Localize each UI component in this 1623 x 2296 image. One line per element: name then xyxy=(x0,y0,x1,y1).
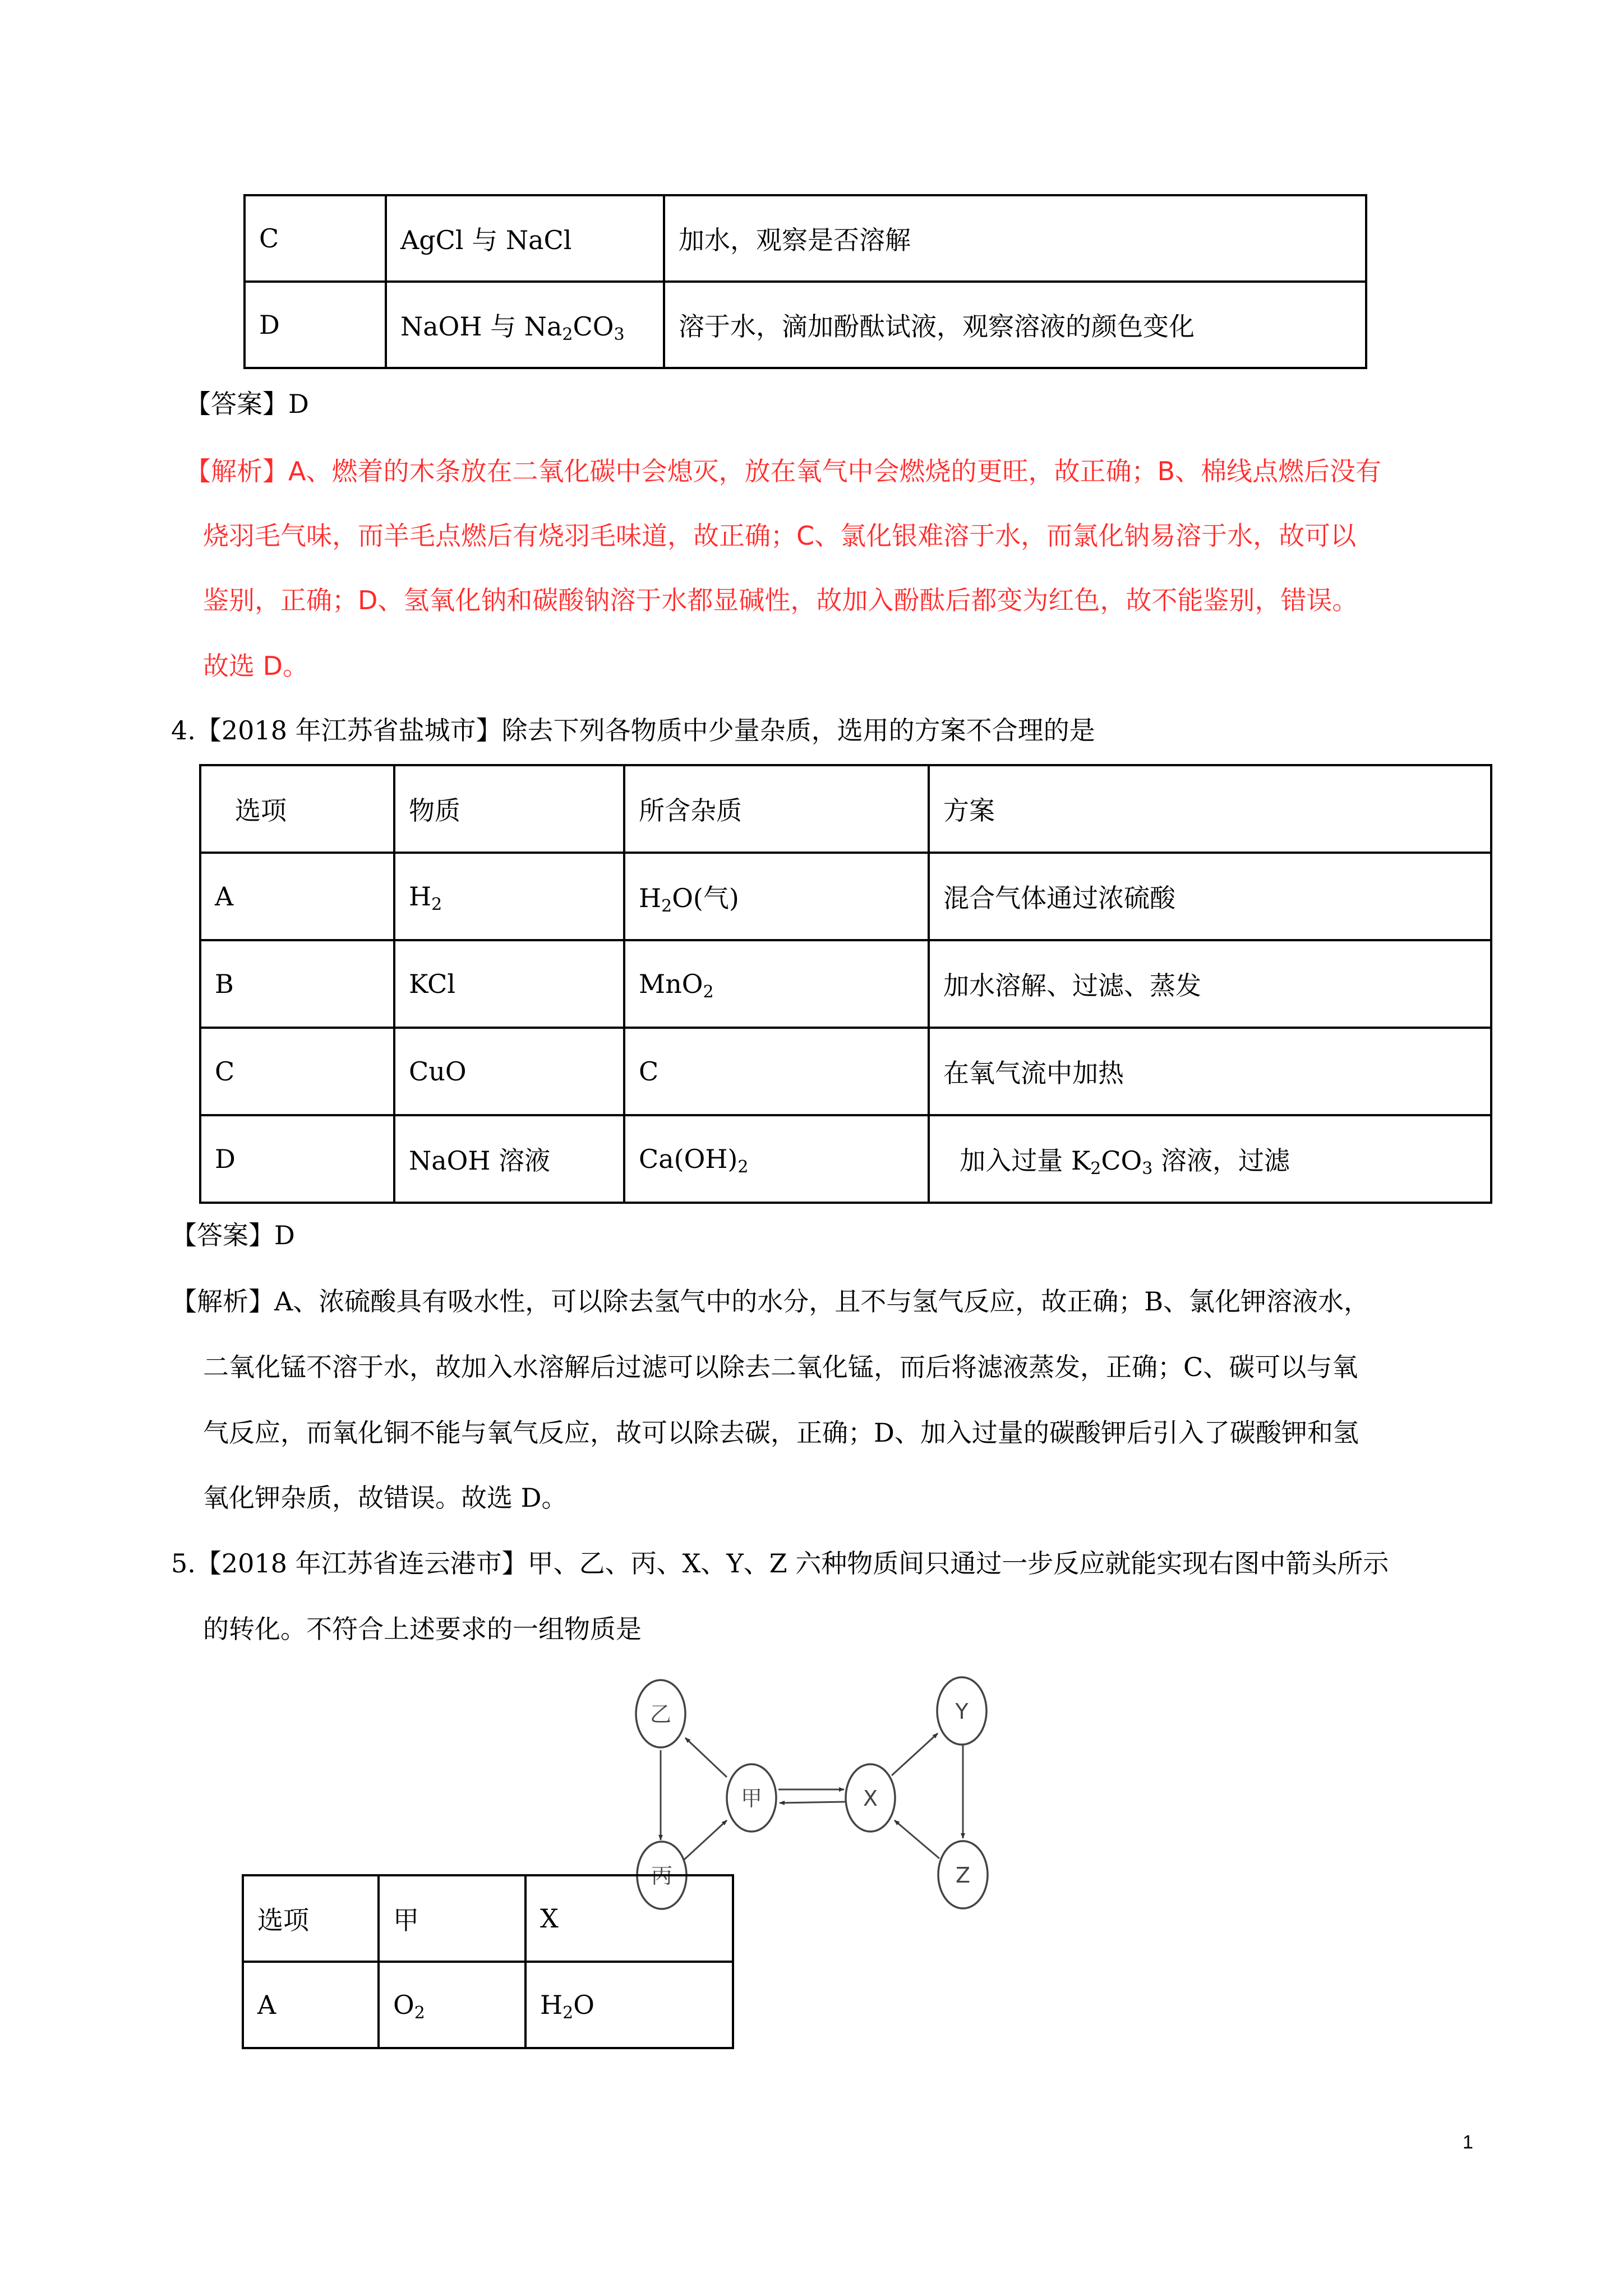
option-cell: B xyxy=(200,940,394,1028)
q3-analysis-line: 故选 D。 xyxy=(203,651,309,681)
arrow-bing-jia xyxy=(684,1820,727,1860)
method-cell: 加水，观察是否溶解 xyxy=(664,195,1366,282)
substance-cell: CuO xyxy=(394,1028,624,1115)
q3-answer: 【答案】D xyxy=(185,389,309,419)
method-cell: 加入过量 $K_2CO_3$ 溶液，过滤 xyxy=(929,1115,1491,1203)
q3-analysis-line: 鉴别，正确；D、氢氧化钠和碳酸钠溶于水都显碱性，故加入酚酞后都变为红色，故不能鉴别，错误。 xyxy=(203,585,1358,615)
header-jia: 甲 xyxy=(379,1875,525,1962)
option-cell: C xyxy=(245,195,386,282)
reaction-diagram xyxy=(617,1672,1009,1888)
table-header-row xyxy=(243,1875,733,1962)
option-cell: A xyxy=(200,853,394,940)
q4-table xyxy=(199,764,1492,1204)
node-label: 乙 xyxy=(649,1702,672,1727)
node-label: 甲 xyxy=(740,1786,763,1811)
table-row xyxy=(200,940,1491,1028)
node-label: 丙 xyxy=(651,1864,673,1888)
arrow-x-y xyxy=(892,1733,938,1775)
impurity-cell: C xyxy=(624,1028,929,1115)
table-row xyxy=(200,1028,1491,1115)
jia-cell: $O_2$ xyxy=(379,1962,525,2048)
option-cell: D xyxy=(245,282,386,368)
q3-analysis-line: 烧羽毛气味，而羊毛点燃后有烧羽毛味道，故正确；C、氯化银难溶于水，而氯化钠易溶于水，故可以 xyxy=(203,521,1357,551)
prev-question-table xyxy=(243,194,1367,369)
impurity-cell: MnO$_2$ xyxy=(624,940,929,1028)
substance-cell: $H_2$ xyxy=(394,853,624,940)
x-cell: $H_2O$ xyxy=(525,1962,733,2048)
arrow-jia-yi xyxy=(685,1738,727,1777)
table-row xyxy=(200,1115,1491,1203)
q5-stem-line: 5.【2018 年江苏省连云港市】甲、乙、丙、X、Y、Z 六种物质间只通过一步反应就能实现右图中箭头所示 xyxy=(171,1548,1389,1579)
header-method: 方案 xyxy=(929,765,1491,853)
method-cell: 加水溶解、过滤、蒸发 xyxy=(929,940,1491,1028)
substance-cell: NaOH 溶液 xyxy=(394,1115,624,1203)
table-row xyxy=(245,282,1366,368)
table-row xyxy=(245,195,1366,282)
header-substance: 物质 xyxy=(394,765,624,853)
q4-answer: 【答案】D xyxy=(171,1220,295,1250)
substances-cell: AgCl 与 NaCl xyxy=(386,195,664,282)
substance-cell: KCl xyxy=(394,940,624,1028)
q3-analysis-line: 【解析】A、燃着的木条放在二氧化碳中会熄灭，放在氧气中会燃烧的更旺，故正确；B、棉线点燃后没有 xyxy=(185,456,1382,486)
option-cell: A xyxy=(243,1962,379,2048)
q4-analysis-line: 气反应，而氧化铜不能与氧气反应，故可以除去碳，正确；D、加入过量的碳酸钾后引入了碳酸钾和氢 xyxy=(203,1418,1359,1448)
node-label: Z xyxy=(955,1863,971,1888)
option-cell: C xyxy=(200,1028,394,1115)
node-label: X xyxy=(863,1786,878,1811)
arrow-x-jia xyxy=(780,1802,846,1803)
q4-analysis-line: 【解析】A、浓硫酸具有吸水性，可以除去氢气中的水分，且不与氢气反应，故正确；B、氯化钾溶液水， xyxy=(171,1286,1370,1317)
table-row xyxy=(243,1962,733,2048)
substances-cell: NaOH 与 $Na_2CO_3$ xyxy=(386,282,664,368)
option-cell: D xyxy=(200,1115,394,1203)
q5-table xyxy=(242,1874,734,2049)
q5-stem-line: 的转化。不符合上述要求的一组物质是 xyxy=(203,1614,642,1644)
header-impurity: 所含杂质 xyxy=(624,765,929,853)
table-header-row xyxy=(200,765,1491,853)
node-label: Y xyxy=(955,1699,969,1724)
header-option: 选项 xyxy=(200,765,394,853)
page-number: 1 xyxy=(1463,2132,1473,2153)
method-cell: 混合气体通过浓硫酸 xyxy=(929,853,1491,940)
arrow-z-x xyxy=(895,1820,939,1858)
q4-analysis-line: 氧化钾杂质，故错误。故选 D。 xyxy=(203,1483,568,1513)
header-x: X xyxy=(525,1875,733,1962)
header-option: 选项 xyxy=(243,1875,379,1962)
impurity-cell: $Ca(OH)_2$ xyxy=(624,1115,929,1203)
q4-stem: 4.【2018 年江苏省盐城市】除去下列各物质中少量杂质，选用的方案不合理的是 xyxy=(171,715,1095,746)
q4-analysis-line: 二氧化锰不溶于水，故加入水溶解后过滤可以除去二氧化锰，而后将滤液蒸发，正确；C、碳可以与氧 xyxy=(203,1352,1358,1382)
method-cell: 在氧气流中加热 xyxy=(929,1028,1491,1115)
table-row xyxy=(200,853,1491,940)
impurity-cell: $H_2O$(气) xyxy=(624,853,929,940)
method-cell: 溶于水，滴加酚酞试液，观察溶液的颜色变化 xyxy=(664,282,1366,368)
